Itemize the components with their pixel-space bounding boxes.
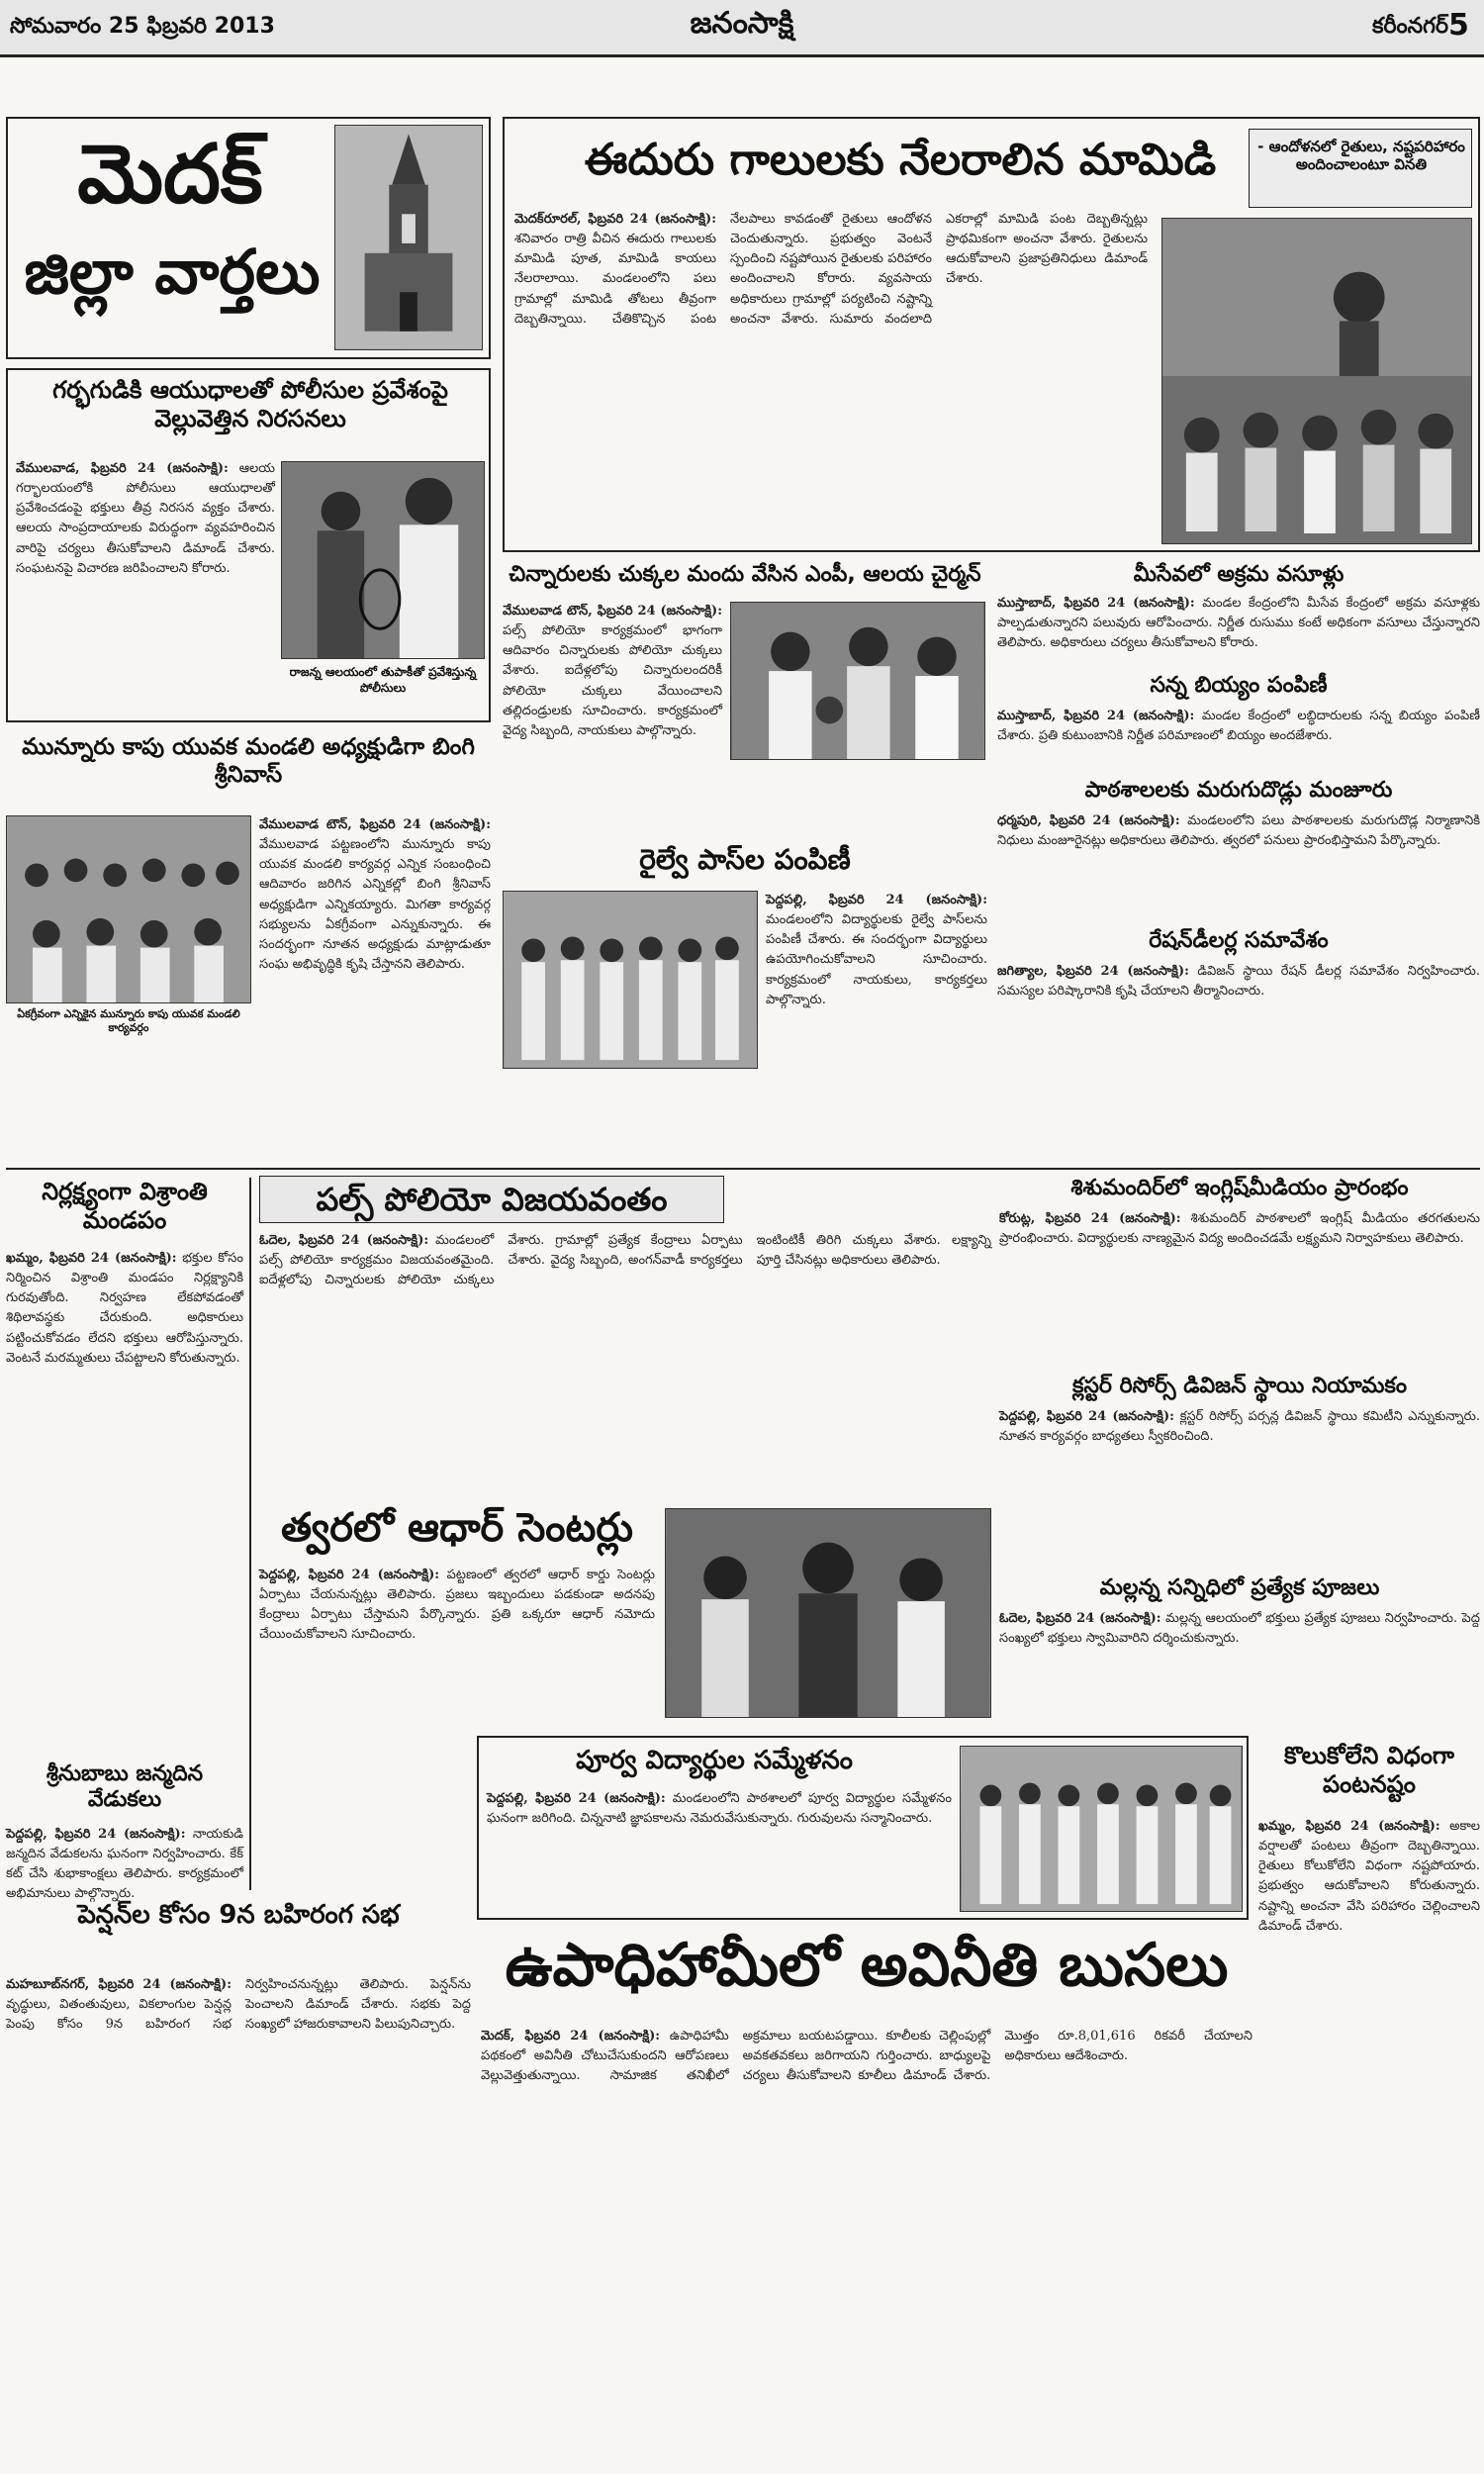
munnuru-dateline: వేములవాడ టౌన్‌, ఫిబ్రవరి 24 (జనంసాక్షి):	[259, 817, 491, 832]
edition-city: కరీంనగర్	[1371, 14, 1448, 39]
schools-body	[997, 811, 1480, 910]
nrega-story	[481, 1930, 1252, 2306]
newspaper-logo: జనంసాక్షి	[690, 6, 794, 41]
mango-farm-image-icon	[1162, 219, 1471, 543]
mallanna-dateline: ఓదెల, ఫిబ్రవరి 24 (జనంసాక్షి):	[999, 1611, 1161, 1626]
church-photo	[334, 125, 483, 350]
mallanna-headline: మల్లన్న సన్నిధిలో ప్రత్యేక పూజలు	[1099, 1575, 1380, 1600]
shishumandir-headline: శిశుమందిర్‌లో ఇంగ్లిష్‌మీడియం ప్రారంభం	[1070, 1176, 1409, 1200]
meeseva-body	[997, 594, 1480, 667]
ration-text: డివిజన్‌ స్థాయి రేషన్‌ డీలర్ల సమావేశం నిర్వహించారు. సమస్యల పరిష్కారానికి కృషి చేయాలని తీర్మానించారు.	[997, 964, 1480, 999]
pension-story	[6, 1900, 471, 2316]
crop-loss-body	[1258, 1817, 1480, 2292]
temple-police-photo	[281, 461, 485, 659]
students-photo-icon	[504, 892, 757, 1068]
nrega-body	[481, 2027, 1252, 2304]
shishumandir-dateline: కోరుట్ల, ఫిబ్రవరి 24 (జనంసాక్షి):	[999, 1211, 1181, 1226]
temple-text: ఆలయ గర్భాలయంలోకి పోలీసులు ఆయుధాలతో ప్రవేశించడంపై భక్తులు తీవ్ర నిరసన వ్యక్తం చేశారు. ఆలయ సాంప్రదాయాలకు విరుద్ధంగా వ్యవహరించిన వారిపై చర్యలు తీసుకోవాలని డిమాండ్‌ చేశారు. సంఘటనపై విచారణ జరిపించాలని కోరారు.	[16, 461, 275, 576]
crop-loss-story	[1258, 1742, 1480, 2296]
polio-kids-story	[503, 562, 987, 839]
temple-headline: గర్భగుడికి ఆయుధాలతో పోలీసుల ప్రవేశంపై వెల్లువెత్తిన నిరసనలు	[52, 376, 448, 432]
aadhaar-headline: త్వరలో ఆధార్‌ సెంటర్లు	[280, 1505, 633, 1551]
polio-kids-photo	[730, 602, 985, 760]
aadhaar-body	[259, 1566, 655, 1720]
alumni-body	[487, 1789, 952, 1914]
banner-title-line1: మెదక్	[77, 128, 263, 222]
crop-loss-text: అకాల వర్షాలతో పంటలు తీవ్రంగా దెబ్బతిన్నాయి. రైతులు కోలుకోలేని విధంగా నష్టపోయారు. ప్రభుత్వం ఆదుకోవాలని కోరుతున్నారు. నష్టాన్ని అంచనా వేసి పరిహారం చెల్లించాలని డిమాండ్‌ చేశారు.	[1258, 1819, 1480, 1934]
pension-body	[6, 1975, 471, 2312]
munnuru-body	[259, 815, 491, 1142]
lead-text: శనివారం రాత్రి వీచిన ఈదురు గాలులకు మామిడి పూత, మామిడి కాయలు నేలరాలాయి. మండలంలోని పలు గ్రామాల్లో మామిడి తోటలు తీవ్రంగా దెబ్బతిన్నాయి. చేతికొచ్చిన పంట నేలపాలు కావడంతో రైతులు ఆందోళన చెందుతున్నారు. ప్రభుత్వం వెంటనే స్పందించి నష్టపోయిన రైతులకు పరిహారం అందించాలని కోరారు. వ్యవసాయ అధికారులు గ్రామాల్లో పర్యటించి నష్టాన్ని అంచనా వేశారు. సుమారు వందలాది ఎకరాల్లో మామిడి పంట దెబ్బతిన్నట్లు ప్రాథమికంగా అంచనా వేశారు. రైతులను ఆదుకోవాలని ప్రజాప్రతినిధులు డిమాండ్‌ చేశారు.	[514, 212, 1148, 327]
nrega-text: ఉపాధిహామీ పథకంలో అవినీతి చోటుచేసుకుందని ఆరోపణలు వెల్లువెత్తుతున్నాయి. సామాజిక తనిఖీలో అక్రమాలు బయటపడ్డాయి. కూలీలకు చెల్లింపుల్లో అవకతవకలు జరిగాయని గుర్తించారు. బాధ్యులపై చర్యలు తీసుకోవాలని కూలీలు డిమాండ్‌ చేశారు. మొత్తం రూ.8,01,616 రికవరీ చేయాలని అధికారులు ఆదేశించారు.	[481, 2029, 1252, 2084]
ration-dateline: జగిత్యాల, ఫిబ్రవరి 24 (జనంసాక్షి):	[997, 964, 1189, 979]
alumni-photo	[960, 1746, 1243, 1912]
railway-text: మండలంలోని విద్యార్థులకు రైల్వే పాస్‌లను పంపిణీ చేశారు. ఈ సందర్భంగా విద్యార్థులు ఉపయోగించుకోవాలని సూచించారు. కార్యక్రమంలో నాయకులు, కార్యకర్తలు పాల్గొన్నారు.	[766, 912, 987, 1007]
polio-kids-headline: చిన్నారులకు చుక్కల మందు వేసిన ఎంపీ, ఆలయ చైర్మన్‌	[509, 562, 981, 587]
railway-story	[503, 843, 987, 1160]
birthday-text: నాయకుడి జన్మదిన వేడుకలను ఘనంగా నిర్వహించారు. కేక్‌ కట్‌ చేసి శుభాకాంక్షలు తెలిపారు. కార్యక్రమంలో అభిమానులు పాల్గొన్నారు.	[6, 1827, 243, 1902]
munnuru-text: వేములవాడ పట్టణంలోని మున్నూరు కాపు యువక మండలి కార్యవర్గ ఎన్నిక సంబంధించి ఆదివారం జరిగిన ఎన్నికల్లో బింగి శ్రీనివాస్‌ అధ్యక్షుడిగా ఎన్నికయ్యారు. మిగతా కార్యవర్గ సభ్యులను ఏకగ్రీవంగా ఎన్నుకున్నారు. ఈ సందర్భంగా నూతన అధ్యక్షుడు మాట్లాడుతూ సంఘ అభివృద్ధికి కృషి చేస్తానని తెలిపారు.	[259, 837, 491, 972]
section-divider	[6, 1168, 1480, 1170]
column-rule	[249, 1178, 251, 1890]
alumni-group-icon	[961, 1747, 1242, 1911]
birthday-headline: శ్రీనుబాబు జన్మదిన వేడుకలు	[46, 1761, 204, 1813]
vaccination-photo-icon	[731, 603, 984, 759]
munnuru-group-photo	[6, 815, 251, 1003]
schools-headline: పాఠశాలలకు మరుగుదొడ్లు మంజూరు	[1084, 778, 1393, 803]
cluster-text: క్లస్టర్‌ రిసోర్స్‌ పర్సన్ల డివిజన్‌ స్థాయి కమిటీని ఎన్నుకున్నారు. నూతన కార్యవర్గం బాధ్యతలు స్వీకరించింది.	[999, 1409, 1480, 1445]
pension-headline: పెన్షన్‌ల కోసం 9న బహిరంగ సభ	[77, 1900, 400, 1930]
police-photo-icon	[282, 462, 484, 658]
polio-kids-dateline: వేములవాడ టౌన్‌, ఫిబ్రవరి 24 (జనంసాక్షి):	[503, 604, 722, 618]
lead-headline: ఈదురు గాలులకు నేలరాలిన మామిడి	[584, 135, 1217, 185]
lead-kicker: - ఆందోళనలో రైతులు, నష్టపరిహారం అందించాలంటూ వినతి	[1257, 138, 1465, 173]
alumni-headline: పూర్వ విద్యార్థుల సమ్మేళనం	[576, 1746, 853, 1775]
polio-kids-text: పల్స్‌ పోలియో కార్యక్రమంలో భాగంగా ఆదివారం చిన్నారులకు పోలియో చుక్కలు వేశారు. ఐదేళ్లలోపు చిన్నారులందరికీ పోలియో చుక్కలు వేయించాలని తల్లిదండ్రులకు సూచించారు. కార్యక్రమంలో వైద్య సిబ్బంది, నాయకులు పాల్గొన్నారు.	[503, 623, 722, 738]
medak-district-banner	[6, 117, 491, 359]
lead-story	[503, 117, 1480, 552]
birthday-dateline: పెద్దపల్లి, ఫిబ్రవరి 24 (జనంసాక్షి):	[6, 1827, 186, 1842]
right-briefs	[997, 562, 1480, 1156]
alumni-dateline: పెద్దపల్లి, ఫిబ్రవరి 24 (జనంసాక్షి):	[487, 1791, 666, 1806]
pulse-polio-headline: పల్స్‌ పోలియో విజయవంతం	[259, 1176, 724, 1223]
rice-dateline: ముస్తాబాద్‌, ఫిబ్రవరి 24 (జనంసాక్షి):	[997, 709, 1195, 723]
birthday-body	[6, 1825, 243, 1902]
pulse-polio-story	[259, 1176, 991, 1502]
railway-photo	[503, 891, 758, 1069]
alumni-text: మండలంలోని పాఠశాలలో పూర్వ విద్యార్థుల సమ్మేళనం ఘనంగా జరిగింది. చిన్ననాటి జ్ఞాపకాలను నెమరువేసుకున్నారు. గురువులను సన్మానించారు.	[487, 1791, 952, 1827]
crop-loss-dateline: ఖమ్మం, ఫిబ్రవరి 24 (జనంసాక్షి):	[1258, 1819, 1440, 1834]
meeseva-text: మండల కేంద్రంలోని మీసేవ కేంద్రంలో అక్రమ వసూళ్లకు పాల్పడుతున్నారని పలువురు ఆరోపించారు. నిర్ణీత రుసుము కంటే అధికంగా వసూలు చేస్తున్నారని తెలిపారు. అధికారులు చర్యలు తీసుకోవాలని కోరారు.	[997, 596, 1481, 651]
schools-text: మండలంలోని పలు పాఠశాలలకు మరుగుదొడ్ల నిర్మాణానికి నిధులు మంజూరైనట్లు అధికారులు తెలిపారు. త్వరలో పనులు ప్రారంభిస్తామని పేర్కొన్నారు.	[997, 813, 1480, 849]
shishumandir-body	[999, 1209, 1480, 1358]
polio-kids-body	[503, 602, 722, 835]
nrega-dateline: మెదక్‌, ఫిబ్రవరి 24 (జనంసాక్షి):	[481, 2029, 661, 2044]
rice-headline: సన్న బియ్యం పంపిణీ	[1150, 673, 1328, 698]
right-briefs-lower	[999, 1176, 1480, 1730]
railway-headline: రైల్వే పాస్‌ల పంపిణీ	[639, 843, 851, 876]
meeseva-dateline: ముస్తాబాద్‌, ఫిబ్రవరి 24 (జనంసాక్షి):	[997, 596, 1195, 611]
temple-photo-caption: రాజన్న ఆలయంలో తుపాకీతో ప్రవేశిస్తున్న పోలీసులు	[289, 665, 477, 695]
munnuru-photo-caption: ఏకగ్రీవంగా ఎన్నికైన మున్నూరు కాపు యువక మండలి కార్యవర్గం	[17, 1007, 240, 1035]
aadhaar-dateline: పెద్దపల్లి, ఫిబ్రవరి 24 (జనంసాక్షి):	[259, 1568, 440, 1582]
temple-body	[16, 459, 275, 716]
page-number: 5	[1448, 8, 1469, 43]
schools-dateline: ధర్మపురి, ఫిబ్రవరి 24 (జనంసాక్షి):	[997, 813, 1180, 828]
banner-title-line2: జిల్లా వార్తలు	[24, 236, 321, 308]
pulse-polio-text: మండలంలో పల్స్‌ పోలియో కార్యక్రమం విజయవంతమైంది. ఐదేళ్లలోపు చిన్నారులకు పోలియో చుక్కలు వేశారు. గ్రామాల్లో ప్రత్యేక కేంద్రాలు ఏర్పాటు చేశారు. వైద్య సిబ్బంది, అంగన్‌వాడీ కార్యకర్తలు ఇంటింటికీ తిరిగి చుక్కలు వేశారు. లక్ష్యాన్ని పూర్తి చేసినట్లు అధికారులు తెలిపారు.	[259, 1233, 991, 1288]
munnuru-headline: మున్నూరు కాపు యువక మండలి అధ్యక్షుడిగా బింగి శ్రీనివాస్‌	[22, 734, 475, 788]
alumni-story	[477, 1736, 1249, 1920]
aadhaar-text: పట్టణంలో త్వరలో ఆధార్‌ కార్డు సెంటర్లు ఏర్పాటు చేయనున్నట్లు తెలిపారు. ప్రజలు ఇబ్బందులు పడకుండా అదనపు కేంద్రాలు ఏర్పాటు చేస్తామని పేర్కొన్నారు. ప్రతి ఒక్కరూ ఆధార్‌ నమోదు చేయించుకోవాలని సూచించారు.	[259, 1568, 655, 1643]
lead-body	[514, 210, 1148, 546]
railway-dateline: పెద్దపల్లి, ఫిబ్రవరి 24 (జనంసాక్షి):	[766, 893, 987, 907]
rice-body	[997, 707, 1480, 758]
rest-hall-body	[6, 1249, 243, 1754]
lead-kicker-box	[1249, 129, 1472, 208]
munnuru-story	[6, 734, 491, 1150]
mallanna-body	[999, 1609, 1480, 1728]
mallanna-text: మల్లన్న ఆలయంలో భక్తులు ప్రత్యేక పూజలు నిర్వహించారు. పెద్ద సంఖ్యలో భక్తులు స్వామివారిని దర్శించుకున్నారు.	[999, 1611, 1480, 1647]
group-meeting-icon	[7, 816, 250, 1002]
aadhaar-photo	[665, 1508, 991, 1718]
temple-dateline: వేములవాడ, ఫిబ్రవరి 24 (జనంసాక్షి):	[16, 461, 229, 476]
pulse-polio-dateline: ఓదెల, ఫిబ్రవరి 24 (జనంసాక్షి):	[259, 1233, 429, 1248]
rest-hall-story	[6, 1178, 243, 1902]
cluster-body	[999, 1407, 1480, 1566]
nrega-headline: ఉపాధిహామీలో అవినీతి బుసలు	[505, 1931, 1229, 2000]
rest-hall-dateline: ఖమ్మం, ఫిబ్రవరి 24 (జనంసాక్షి):	[6, 1251, 177, 1266]
ration-headline: రేషన్‌డీలర్ల సమావేశం	[1149, 928, 1329, 953]
farmers-photo	[1161, 218, 1472, 544]
pension-dateline: మహబూబ్‌నగర్‌, ఫిబ్రవరి 24 (జనంసాక్షి):	[6, 1977, 232, 1992]
rest-hall-headline: నిర్లక్ష్యంగా విశ్రాంతి మండపం	[42, 1178, 208, 1234]
rest-hall-text: భక్తుల కోసం నిర్మించిన విశ్రాంతి మండపం నిర్లక్ష్యానికి గురవుతోంది. నిర్వహణ లేకపోవడంతో శిథిలావస్థకు చేరుకుంది. అధికారులు పట్టించుకోవడం లేదని భక్తులు ఆరోపిస్తున్నారు. వెంటనే మరమ్మతులు చేపట్టాలని కోరుతున్నారు.	[6, 1251, 243, 1366]
shishumandir-text: శిశుమందిర్‌ పాఠశాలలో ఇంగ్లిష్‌ మీడియం తరగతులను ప్రారంభించారు. విద్యార్థులకు నాణ్యమైన విద్య అందించడమే లక్ష్యమని నిర్వాహకులు తెలిపారు.	[999, 1211, 1481, 1247]
rice-text: మండల కేంద్రంలో లబ్ధిదారులకు సన్న బియ్యం పంపిణీ చేశారు. ప్రతి కుటుంబానికి నిర్ణీత పరిమాణంలో బియ్యం అందజేశారు.	[997, 709, 1480, 744]
meeting-photo-icon	[666, 1509, 990, 1717]
lead-dateline: మెదక్‌రూరల్‌, ఫిబ్రవరి 24 (జనంసాక్షి):	[514, 212, 716, 227]
pension-text: వృద్ధులు, వితంతువులు, వికలాంగుల పెన్షన్ల పెంపు కోసం 9న బహిరంగ సభ నిర్వహించనున్నట్లు తెలిపారు. పెన్షన్‌ను పెంచాలని డిమాండ్‌ చేశారు. సభకు పెద్ద సంఖ్యలో హాజరుకావాలని పిలుపునిచ్చారు.	[6, 1977, 471, 2033]
meeseva-headline: మీసేవలో అక్రమ వసూళ్లు	[1133, 562, 1345, 587]
cluster-headline: క్లస్టర్‌ రిసోర్స్‌ డివిజన్‌ స్థాయి నియామకం	[1071, 1374, 1408, 1398]
railway-body	[766, 891, 987, 1158]
church-icon	[335, 126, 482, 349]
cluster-dateline: పెద్దపల్లి, ఫిబ్రవరి 24 (జనంసాక్షి):	[999, 1409, 1174, 1424]
issue-date: సోమవారం 25 ఫిబ్రవరి 2013	[10, 14, 275, 39]
aadhaar-story	[259, 1504, 991, 1722]
crop-loss-headline: కొలుకోలేని విధంగా పంటనష్టం	[1283, 1742, 1455, 1798]
temple-story	[6, 368, 491, 722]
ration-body	[997, 962, 1480, 1051]
pulse-polio-body	[259, 1231, 991, 1498]
